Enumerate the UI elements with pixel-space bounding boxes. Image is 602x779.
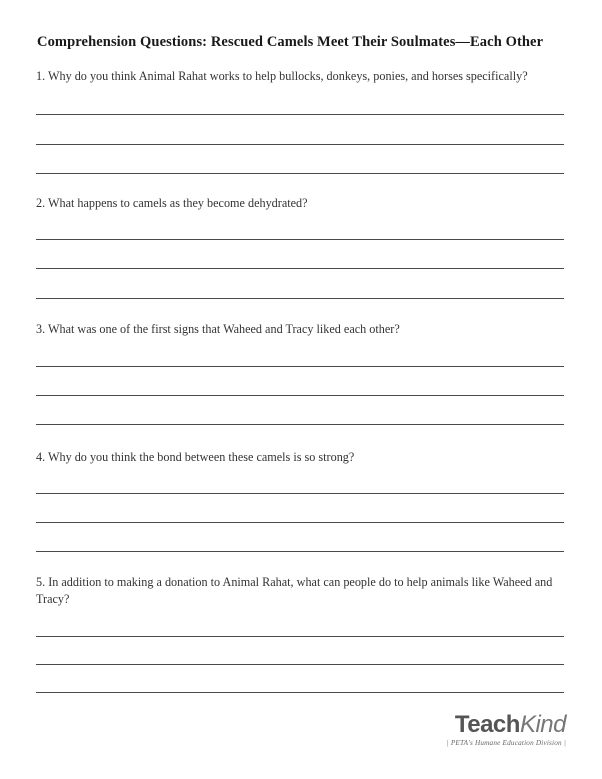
answer-line[interactable] [36,366,564,367]
question-2: 2. What happens to camels as they become dehydrated? [36,196,308,210]
answer-line[interactable] [36,144,564,145]
answer-line[interactable] [36,298,564,299]
question-3: 3. What was one of the first signs that Waheed and Tracy liked each other? [36,322,400,336]
question-4: 4. Why do you think the bond between these camels is so strong? [36,450,355,464]
logo-teach: Teach [454,711,520,738]
worksheet-title: Comprehension Questions: Rescued Camels Meet Their Soulmates—Each Other [37,34,544,50]
answer-line[interactable] [36,239,564,240]
logo-kind: Kind [519,711,566,738]
answer-line[interactable] [36,268,564,269]
answer-line[interactable] [36,551,564,552]
answer-line[interactable] [36,493,564,494]
answer-line[interactable] [36,522,564,523]
answer-line[interactable] [36,114,564,115]
answer-line[interactable] [36,664,564,665]
answer-line[interactable] [36,636,564,637]
logo-tagline: | PETA's Humane Education Division | [446,739,566,747]
teachkind-logo [447,712,566,747]
answer-line[interactable] [36,173,564,174]
answer-line[interactable] [36,692,564,693]
question-5: 5. In addition to making a donation to Animal Rahat, what can people do to help animals like Waheed and Tracy? [36,575,553,606]
question-1: 1. Why do you think Animal Rahat works to help bullocks, donkeys, ponies, and horses specifically? [36,69,528,83]
answer-line[interactable] [36,424,564,425]
logo-wordmark [447,712,566,738]
answer-line[interactable] [36,395,564,396]
